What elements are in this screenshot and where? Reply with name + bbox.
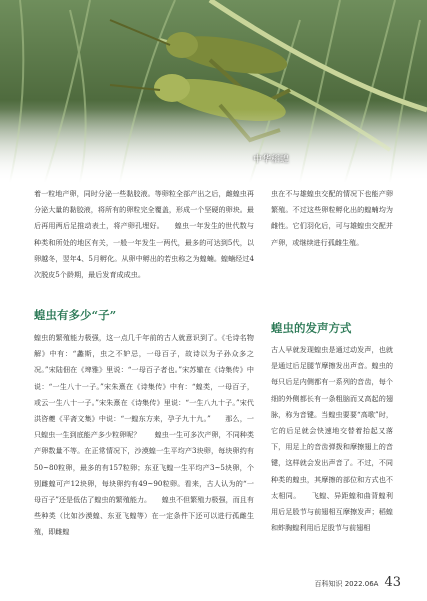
journal-name: 百科知识 2022.06A bbox=[314, 580, 379, 588]
right-top-paragraph: 虫在不与雄蝗虫交配的情况下也能产卵繁殖。不过这些卵粒孵化出的蝗蝻均为雌性。它们羽化后，可与雄蝗虫交配并产卵，或继续进行孤雌生殖。 bbox=[271, 189, 393, 247]
page-footer bbox=[314, 575, 401, 590]
section-heading-sound: 蝗虫的发声方式 bbox=[271, 321, 352, 335]
section-heading-offspring: 蝗虫有多少“子” bbox=[34, 308, 117, 322]
grass-and-grasshoppers-illustration bbox=[0, 0, 427, 182]
page-number: 43 bbox=[384, 575, 401, 590]
right-column-top-text bbox=[271, 186, 393, 251]
right-bottom-paragraph: 古人早就发现蝗虫是通过动发声，也就是通过后足腿节摩擦发出声音。蝗虫的每只后足内侧都有一系列的音齿，每个细的外侧都长有一条粗脑而又高起的翅脉，称为音键。当蝗虫要要“高歌”时，它的后足就会快速地交替着抬起又落下，用足上的音齿弹拨和摩擦翅上的音键，这样就会发出声音了。不过，不同种类的蝗虫，其摩擦的部位和方式也不太相同。 飞蝗、异距蝗和曲背蝗利用后足股节与前翅相互摩擦发声；稻蝗和蚱胸蝗利用后足股节与前翅相 bbox=[271, 345, 393, 533]
left-column-top-text bbox=[34, 186, 254, 283]
left-bottom-paragraph: 蝗虫的繁殖能力极强，这一点几千年前的古人就意识到了。《毛诗名物解》中有：“蠡斯，虫之不妒忌，一母百子，故诗以为子孙众多之况。”宋陆佃在《埤雅》里说：“一母百子者也。”宋苏辙在《诗集传》中说：“一生八十一子。”宋朱熹在《诗集传》中有：“蝗类，一母百子，或云一生八十一子。”宋朱熹在《诗集传》里说：“一生八九十子。”宋代洪咨夔《平斋文集》中说：“一蝗东方来，孕子九十九。” 那么，一只蝗虫一生到底能产多少粒卵呢？ 蝗虫一生可多次产卵，不同种类产卵数量不等。在正常情况下，沙漠蝗一生平均产3块卵，每块卵约有50~80粒卵，最多的有157粒卵；东亚飞蝗一生平均产3~5块卵，个别雌蝗可产12块卵，每块卵约有49~90粒卵。看来，古人认为的“一母百子”还是低估了蝗虫的繁殖能力。 蝗虫不但繁殖力极强，而且有些种类（比如沙漠蝗、东亚飞蝗等）在一定条件下还可以进行孤雌生殖，即雌蝗 bbox=[34, 333, 254, 537]
right-column-bottom-text bbox=[271, 342, 393, 536]
left-top-paragraph: 着一粒地产卵，同时分泌一些黏胶液。等卵粒全部产出之后，雌蝗虫再分泌大量的黏胶液，将所有的卵粒完全覆盖，形成一个坚硬的卵块。最后再用两后足推动表土，将产卵孔埋好。 蝗虫一年发生的世代数与种类和所处的地区有关，一般一年发生一两代，最多的可达到5代，以卵越冬，翌年4、5月孵化。从卵中孵出的若虫称之为蝗蝻。蝗蝻经过4次脱皮5个龄期，最后发育成成虫。 bbox=[34, 189, 254, 280]
photo-caption: 中华稻蝗 bbox=[253, 155, 290, 165]
left-column-bottom-text bbox=[34, 330, 254, 541]
grasshopper-photo bbox=[0, 0, 427, 182]
